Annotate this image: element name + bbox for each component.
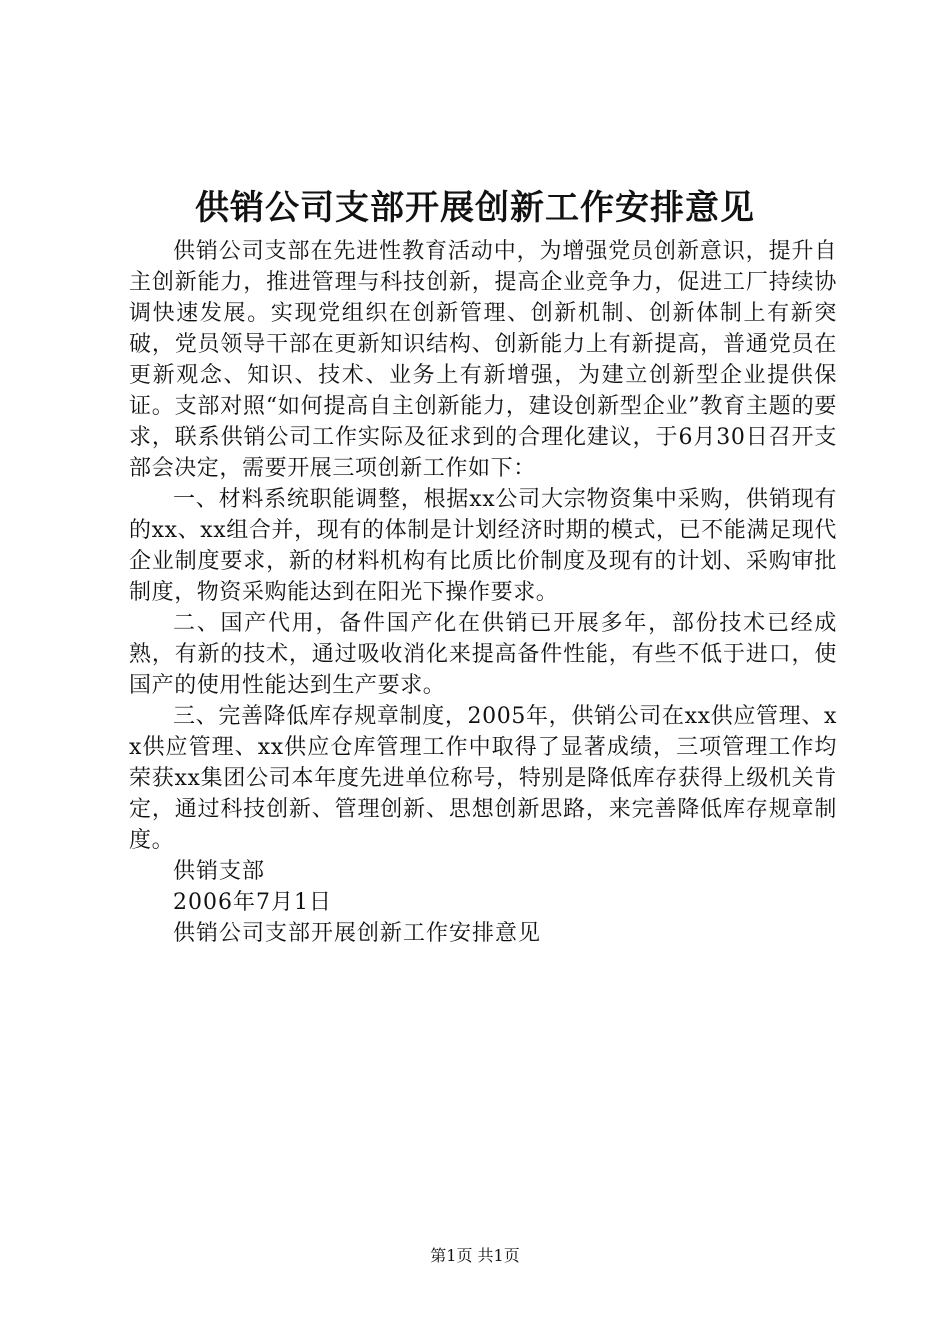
page-number-footer: 第1页 共1页 — [430, 1246, 520, 1265]
document-title: 供销公司支部开展创新工作安排意见 — [195, 188, 755, 228]
signature-date: 2006年7月1日 — [173, 890, 332, 915]
paragraph-intro: 供销公司支部在先进性教育活动中，为增强党员创新意识，提升自主创新能力，推进管理与科技创新，提高企业竞争力，促进工厂持续协调快速发展。实现党组织在创新管理、创新机制、创新体制上有新突破，党员领导干部在更新知识结构、创新能力上有新提高，普通党员在更新观念、知识、技术、业务上有新增强，为建立创新型企业提供保证。支部对照“如何提高自主创新能力，建设创新型企业”教育主题的要求，联系供销公司工作实际及征求到的合理化建议，于6月30日召开支部会决定，需要开展三项创新工作如下： — [129, 239, 837, 481]
paragraph-item-2: 二、国产代用，备件国产化在供销已开展多年，部份技术已经成熟，有新的技术，通过吸收消化来提高备件性能，有些不低于进口，使国产的使用性能达到生产要求。 — [129, 611, 837, 698]
paragraph-item-1: 一、材料系统职能调整，根据xx公司大宗物资集中采购，供销现有的xx、xx组合并，现有的体制是计划经济时期的模式，已不能满足现代企业制度要求，新的材料机构有比质比价制度及现有的计划、采购审批制度，物资采购能达到在阳光下操作要求。 — [129, 487, 837, 605]
document-body — [129, 236, 837, 949]
signature-repeat-title: 供销公司支部开展创新工作安排意见 — [173, 921, 542, 946]
paragraph-item-3: 三、完善降低库存规章制度，2005年，供销公司在xx供应管理、xx供应管理、xx供应仓库管理工作中取得了显著成绩，三项管理工作均荣获xx集团公司本年度先进单位称号，特别是降低库存获得上级机关肯定，通过科技创新、管理创新、思想创新思路，来完善降低库存规章制度。 — [129, 704, 837, 853]
signature-organization: 供销支部 — [173, 859, 266, 884]
